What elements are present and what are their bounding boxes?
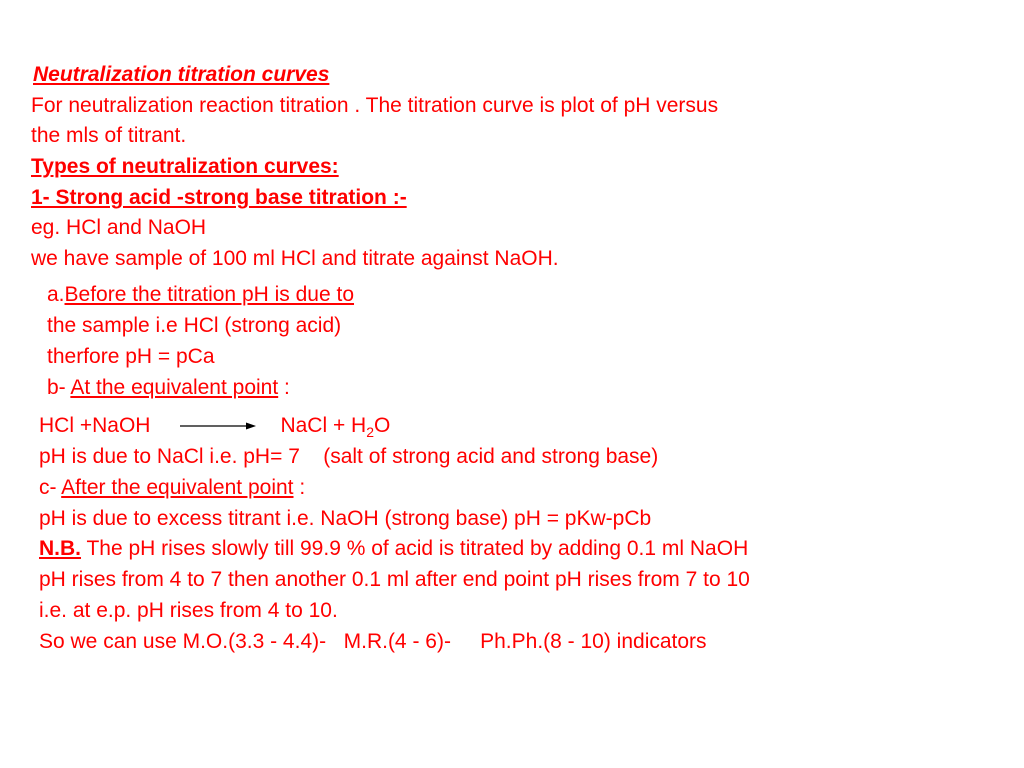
item-a-line-3: therfore pH = pCa [47,345,215,368]
item-b-suffix: : [278,376,290,399]
item-a-line-2: the sample i.e HCl (strong acid) [47,314,342,337]
example-line: eg. HCl and NaOH [31,216,207,239]
types-heading: Types of neutralization curves: [31,155,339,178]
ph-rise-line: pH rises from 4 to 7 then another 0.1 ml after end point pH rises from 7 to 10 [39,568,750,591]
endpoint-line: i.e. at e.p. pH rises from 4 to 10. [39,599,338,622]
reaction-reactants: HCl +NaOH [39,414,151,437]
item-a-line-1 [47,282,354,308]
section1-heading: 1- Strong acid -strong base titration :- [31,186,407,209]
item-c-underlined: After the equivalent point [61,476,294,499]
nb-label: N.B. [39,537,81,560]
item-b-prefix: b- [47,376,71,399]
item-a-underlined: Before the titration pH is due to [64,283,355,306]
reaction-products-subscript: 2 [366,424,375,440]
nb-line [39,536,748,562]
intro-line-2: the mls of titrant. [31,124,187,147]
reaction-products-main: NaCl + H [280,414,367,437]
item-b-line [47,375,290,401]
sample-line: we have sample of 100 ml HCl and titrate against NaOH. [31,247,559,270]
excess-titrant-line: pH is due to excess titrant i.e. NaOH (strong base) pH = pKw-pCb [39,507,652,530]
item-c-line [39,475,305,501]
reaction-equation [39,413,390,440]
indicators-line: So we can use M.O.(3.3 - 4.4)- M.R.(4 - 6)- Ph.Ph.(8 - 10) indicators [39,630,707,653]
item-b-underlined: At the equivalent point [70,376,279,399]
item-a-prefix: a. [47,283,65,306]
nb-text: The pH rises slowly till 99.9 % of acid is titrated by adding 0.1 ml NaOH [81,537,749,560]
slide-title: Neutralization titration curves [33,63,330,86]
right-arrow-icon [180,421,256,431]
reaction-products-end: O [374,414,391,437]
item-c-prefix: c- [39,476,62,499]
item-c-suffix: : [293,476,306,499]
intro-line-1: For neutralization reaction titration . The titration curve is plot of pH versus [31,94,719,117]
equivalence-ph-line: pH is due to NaCl i.e. pH= 7 (salt of strong acid and strong base) [39,445,659,468]
